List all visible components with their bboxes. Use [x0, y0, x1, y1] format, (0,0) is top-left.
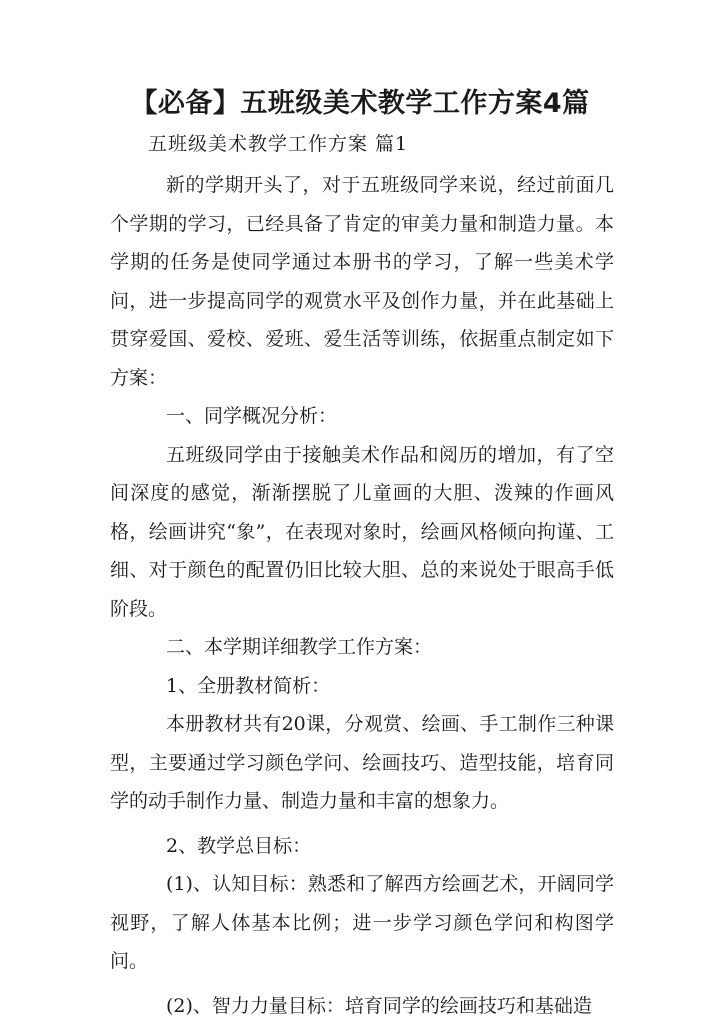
document-body: [110, 166, 614, 1025]
heading-teaching-plan: 二、本学期详细教学工作方案：: [110, 628, 614, 667]
document-title: 【必备】五班级美术教学工作方案4篇: [0, 84, 720, 124]
paragraph-student-analysis: 五班级同学由于接触美术作品和阅历的增加，有了空间深度的感觉，渐渐摆脱了儿童画的大胆、泼辣的作画风格，绘画讲究“象”，在表现对象时，绘画风格倾向拘谨、工细、对于颜色的配置仍旧比较大胆、总的来说处于眼高手低阶段。: [110, 436, 614, 629]
paragraph-ability-goal: (2)、智力力量目标：培育同学的绘画技巧和基础造: [110, 987, 614, 1025]
paragraph-textbook-analysis: 本册教材共有20课，分观赏、绘画、手工制作三种课型，主要通过学习颜色学问、绘画技巧、造型技能，培育同学的动手制作力量、制造力量和丰富的想象力。: [110, 705, 614, 821]
section-heading: 五班级美术教学工作方案 篇1: [148, 128, 408, 160]
heading-textbook-analysis: 1、全册教材简析：: [110, 667, 614, 706]
heading-teaching-goals: 2、教学总目标：: [110, 827, 614, 866]
paragraph-cognitive-goal: (1)、认知目标：熟悉和了解西方绘画艺术，开阔同学视野，了解人体基本比例；进一步学习颜色学问和构图学问。: [110, 865, 614, 981]
heading-student-analysis: 一、同学概况分析：: [110, 397, 614, 436]
paragraph-intro: 新的学期开头了，对于五班级同学来说，经过前面几个学期的学习，已经具备了肯定的审美力量和制造力量。本学期的任务是使同学通过本册书的学习，了解一些美术学问，进一步提高同学的观赏水平及创作力量，并在此基础上贯穿爱国、爱校、爱班、爱生活等训练，依据重点制定如下方案：: [110, 166, 614, 397]
